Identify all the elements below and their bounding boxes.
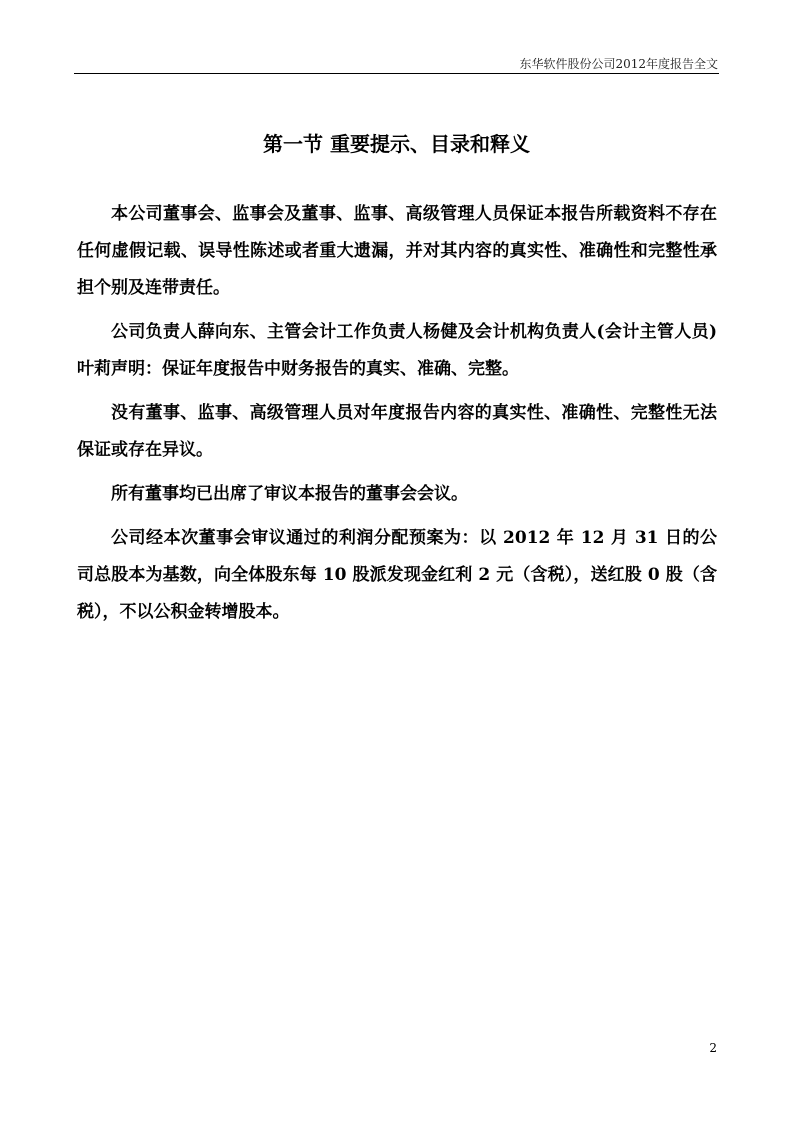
header-divider xyxy=(74,73,719,74)
paragraph-board-guarantee: 本公司董事会、监事会及董事、监事、高级管理人员保证本报告所载资料不存在任何虚假记载、误导性陈述或者重大遗漏，并对其内容的真实性、准确性和完整性承担个别及连带责任。 xyxy=(77,204,717,298)
paragraph-no-objection: 没有董事、监事、高级管理人员对年度报告内容的真实性、准确性、完整性无法保证或存在异议。 xyxy=(77,403,717,460)
paragraph-responsible-persons: 公司负责人薛向东、主管会计工作负责人杨健及会计机构负责人(会计主管人员)叶莉声明：保证年度报告中财务报告的真实、准确、完整。 xyxy=(77,322,717,379)
page-number: 2 xyxy=(709,1041,717,1055)
section-title: 第一节 重要提示、目录和释义 xyxy=(263,132,530,156)
document-body xyxy=(77,196,717,638)
paragraph-profit-distribution: 公司经本次董事会审议通过的利润分配预案为：以 2012 年 12 月 31 日的公司总股本为基数，向全体股东每 10 股派发现金红利 2 元（含税），送红股 0 股（含税），不以公积金转增股本。 xyxy=(77,528,717,622)
paragraph-attendance: 所有董事均已出席了审议本报告的董事会会议。 xyxy=(111,484,468,504)
running-header: 东华软件股份公司2012年度报告全文 xyxy=(519,57,718,71)
